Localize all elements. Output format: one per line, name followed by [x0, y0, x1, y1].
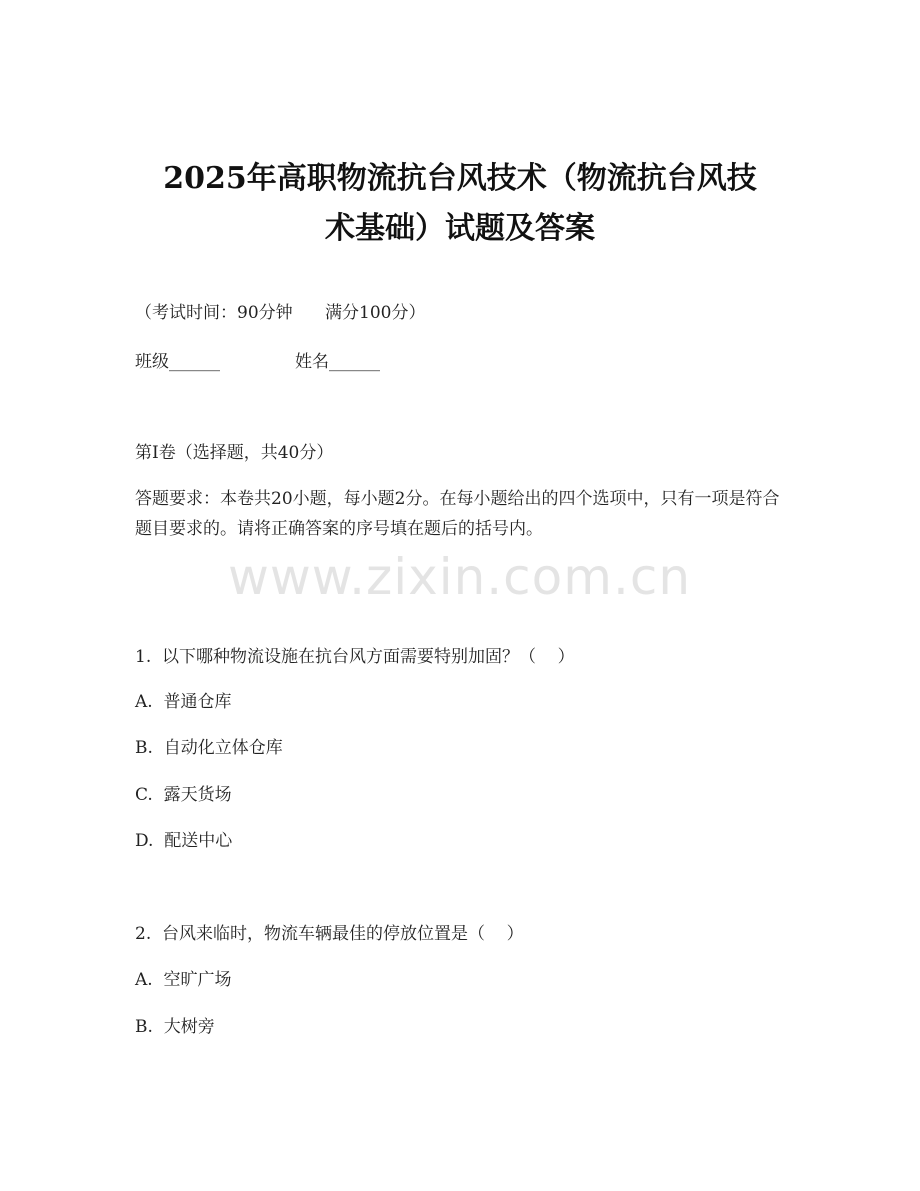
question-1-option-d: D. 配送中心 — [135, 831, 233, 851]
section-instructions: 答题要求：本卷共20小题，每小题2分。在每小题给出的四个选项中，只有一项是符合题目要求的。请将正确答案的序号填在题后的括号内。 — [135, 489, 780, 539]
question-1-option-b: B. 自动化立体仓库 — [135, 738, 283, 758]
watermark: www.zixin.com.cn — [228, 548, 692, 606]
question-1-stem: 1. 以下哪种物流设施在抗台风方面需要特别加固？（ ） — [135, 647, 575, 667]
section-heading: 第I卷（选择题，共40分） — [135, 443, 334, 463]
question-1-option-c: C. 露天货场 — [135, 785, 232, 805]
exam-info: （考试时间：90分钟 满分100分） — [135, 303, 426, 323]
question-1-option-a: A. 普通仓库 — [135, 692, 232, 712]
question-2-option-a: A. 空旷广场 — [135, 970, 232, 990]
class-field: 班级______ — [135, 352, 220, 372]
document-title-line-1: 2025年高职物流抗台风技术（物流抗台风技 — [163, 161, 757, 196]
name-field: 姓名______ — [295, 352, 380, 372]
document-title-line-2: 术基础）试题及答案 — [325, 211, 595, 246]
question-2-stem: 2. 台风来临时，物流车辆最佳的停放位置是（ ） — [135, 924, 524, 944]
question-2-option-b: B. 大树旁 — [135, 1017, 215, 1037]
